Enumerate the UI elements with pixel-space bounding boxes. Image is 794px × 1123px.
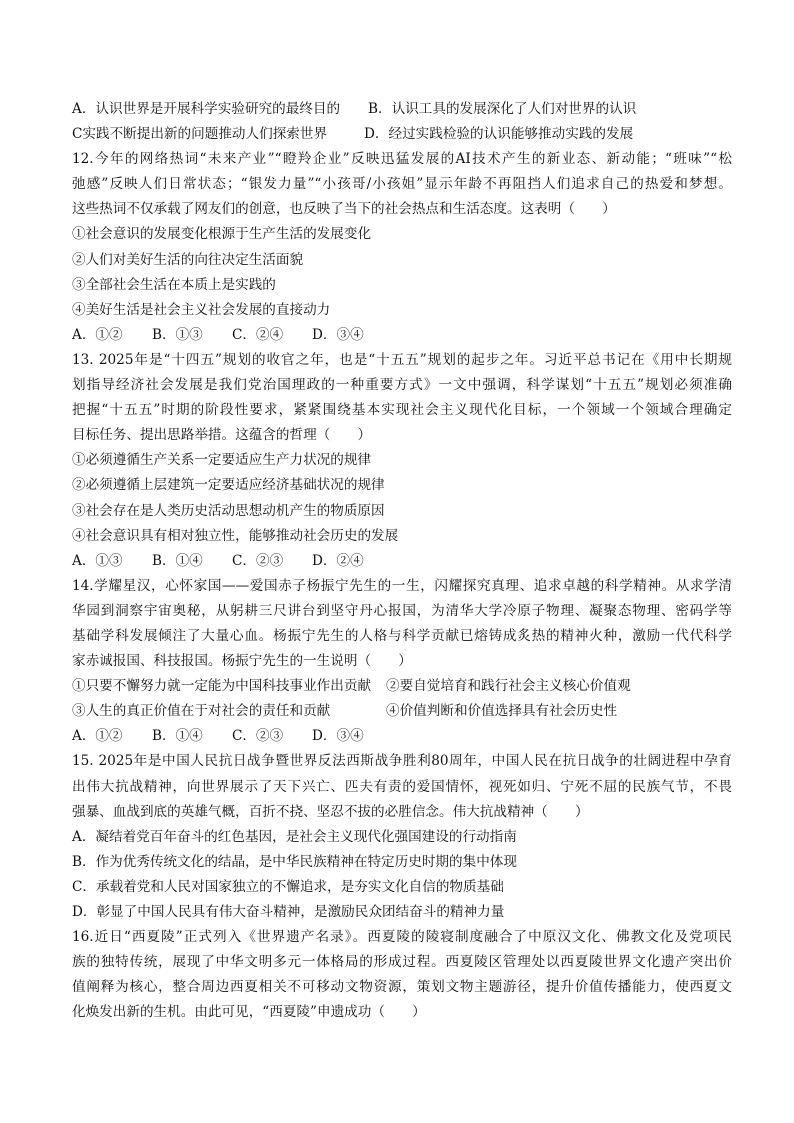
q15-stem-line-3: 强暴、血战到底的英雄气概，百折不挠、坚忍不拔的必胜信念。伟大抗战精神（ ） [72, 803, 589, 820]
q11-option-d: D．经过实践检验的认识能够推动实践的发展 [364, 126, 634, 143]
q11-option-a: A．认识世界是开展科学实验研究的最终目的 [72, 101, 341, 117]
q15-stem-line-2: 出伟大抗战精神，向世界展示了天下兴亡、匹夫有责的爱国情怀，视死如归、宁死不屈的民族气节，不畏 [72, 778, 732, 795]
q13-option-d: D．②④ [312, 552, 364, 569]
q13-statement-2: ②必须遵循上层建筑一定要适应经济基础状况的规律 [72, 477, 385, 494]
q12-option-b: B．①③ [152, 326, 203, 343]
q13-options [72, 549, 732, 574]
q15-option-b: B．作为优秀传统文化的结晶，是中华民族精神在特定历史时期的集中体现 [72, 853, 517, 870]
q15-option-d: D．彰显了中国人民具有伟大奋斗精神，是激励民众团结奋斗的精神力量 [72, 904, 505, 920]
q13-statement-3: ③社会存在是人类历史活动思想动机产生的物质原因 [72, 502, 385, 519]
q13-option-c: C．②③ [232, 552, 284, 569]
q14-statement-3: ③人生的真正价值在于对社会的责任和贡献 [72, 703, 331, 720]
q11-options-row-1 [72, 97, 732, 122]
q13-statement-1: ①必须遵循生产关系一定要适应生产力状况的规律 [72, 452, 372, 469]
q16-stem-line-4: 化焕发出新的生机。由此可见，“西夏陵”申遗成功（ ） [72, 1004, 426, 1021]
q15-option-a: A．凝结着党百年奋斗的红色基因，是社会主义现代化强国建设的行动指南 [72, 828, 517, 845]
q14-option-b: B．①④ [152, 728, 203, 745]
q12-statement-4: ④美好生活是社会主义社会发展的直接动力 [72, 301, 331, 318]
q14-option-c: C．②③ [232, 728, 284, 745]
q14-stem-line-4: 家赤诚报国、科技报国。杨振宁先生的一生说明（ ） [72, 653, 412, 670]
q11-option-b: B．认识工具的发展深化了人们对世界的认识 [368, 101, 637, 117]
q14-statement-2: ②要自觉培育和践行社会主义核心价值观 [386, 678, 631, 695]
q14-option-a: A．①② [72, 728, 123, 745]
q13-stem-line-2: 划指导经济社会发展是我们党治国理政的一种重要方式》一文中强调，科学谋划“十五五”规划必须准确 [72, 377, 732, 394]
q12-options [72, 323, 732, 348]
q15-option-c: C．承载着党和人民对国家独立的不懈追求，是夯实文化自信的物质基础 [72, 878, 504, 895]
q13-option-a: A．①③ [72, 552, 123, 569]
q12-stem-line-2: 弛感”反映人们日常状态；“银发力量”“小孩哥/小孩姐”显示年龄不再阻挡人们追求自己的热爱和梦想。 [72, 176, 732, 193]
q14-option-d: D．③④ [312, 728, 364, 745]
q13-option-b: B．①④ [152, 552, 203, 569]
exam-page [72, 97, 732, 1025]
q14-stem-line-2: 华园到洞察宇宙奥秘，从躬耕三尺讲台到坚守丹心报国，为清华大学冷原子物理、凝聚态物理、密码学等 [72, 602, 732, 619]
q12-statement-3: ③全部社会生活在本质上是实践的 [72, 276, 276, 293]
q12-option-d: D．③④ [312, 326, 364, 343]
q12-stem-line-1: 12.今年的网络热词“未来产业”“瞪羚企业”反映迅猛发展的AI技术产生的新业态、新动能；“班味”“松 [72, 151, 732, 168]
q14-statement-1: ①只要不懈努力就一定能为中国科技事业作出贡献 [72, 678, 372, 695]
q15-stem-line-1: 15. 2025年是中国人民抗日战争暨世界反法西斯战争胜利80周年，中国人民在抗日战争的壮阔进程中孕育 [72, 753, 732, 770]
q13-statement-4: ④社会意识具有相对独立性，能够推动社会历史的发展 [72, 527, 399, 544]
q11-options-row-2 [72, 122, 732, 147]
q12-statement-2: ②人们对美好生活的向往决定生活面貌 [72, 251, 304, 268]
q16-stem-line-1: 16.近日“西夏陵”正式列入《世界遗产名录》。西夏陵的陵寝制度融合了中原汉文化、佛教文化及党项民 [72, 929, 732, 946]
q12-option-c: C．②④ [232, 326, 284, 343]
q14-options [72, 724, 732, 749]
q16-stem-line-3: 值阐释为核心，整合周边西夏相关不可移动文物资源，策划文物主题游径，提升价值传播能力，使西夏文 [72, 979, 732, 996]
q12-stem-line-3: 这些热词不仅承载了网友们的创意，也反映了当下的社会热点和生活态度。这表明（ ） [72, 201, 616, 218]
q13-stem-line-1: 13. 2025年是“十四五”规划的收官之年，也是“十五五”规划的起步之年。习近平总书记在《用中长期规 [72, 351, 732, 368]
q14-statements-row-2 [72, 699, 732, 724]
q16-stem-line-2: 族的独特传统，展现了中华文明多元一体格局的形成过程。西夏陵区管理处以西夏陵世界文化遗产突出价 [72, 954, 732, 971]
q11-option-c: C实践不断提出新的问题推动人们探索世界 [72, 126, 328, 143]
q14-statement-4: ④价值判断和价值选择具有社会历史性 [386, 703, 618, 720]
q14-stem-line-3: 基础学科发展倾注了大量心血。杨振宁先生的人格与科学贡献已熔铸成炙热的精神火种，激励一代代科学 [72, 627, 732, 644]
q13-stem-line-3: 把握“十五五”时期的阶段性要求，紧紧围绕基本实现社会主义现代化目标，一个领域一个领域合理确定 [72, 402, 732, 419]
q12-option-a: A．①② [72, 326, 123, 343]
q14-stem-line-1: 14.学耀星汉，心怀家国——爱国赤子杨振宁先生的一生，闪耀探究真理、追求卓越的科学精神。从求学清 [72, 577, 732, 594]
q13-stem-line-4: 目标任务、提出思路举措。这蕴含的哲理（ ） [72, 427, 372, 444]
q12-statement-1: ①社会意识的发展变化根源于生产生活的发展变化 [72, 226, 372, 243]
q14-statements-row-1 [72, 674, 732, 699]
